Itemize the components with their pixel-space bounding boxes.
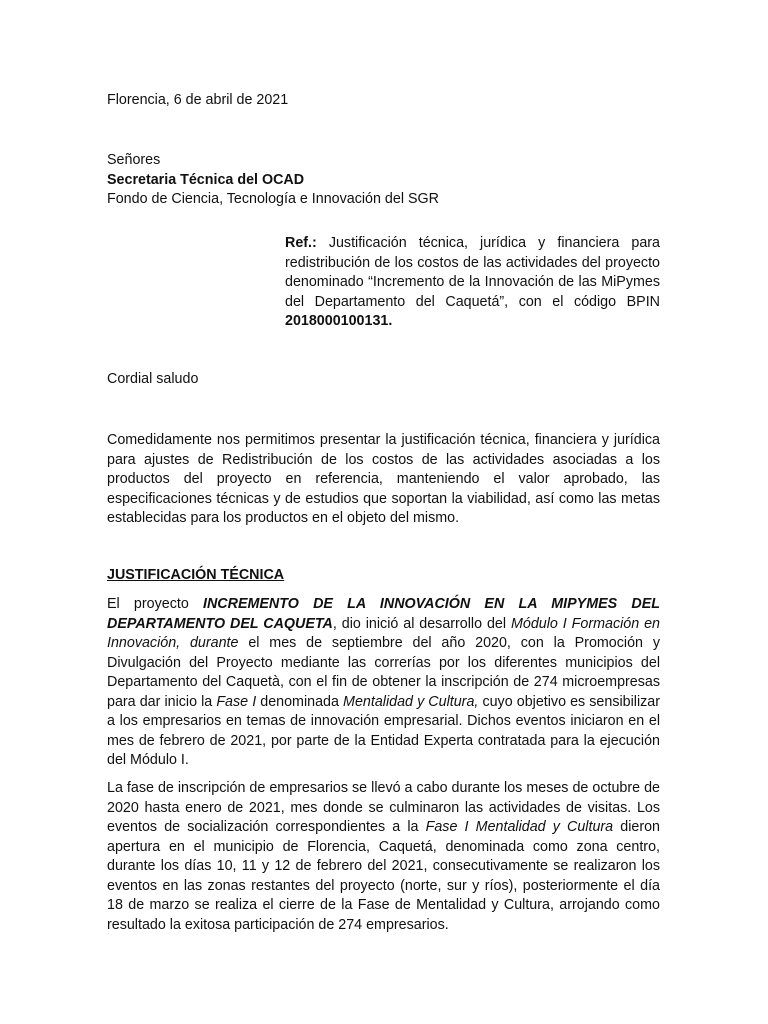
tp-text-4: denominada bbox=[256, 693, 344, 710]
registration-paragraph bbox=[107, 779, 660, 935]
letter-date: Florencia, 6 de abril de 2021 bbox=[107, 92, 289, 108]
section-heading: JUSTIFICACIÓN TÉCNICA bbox=[107, 567, 285, 583]
reference-bpin-code: 2018000100131. bbox=[285, 313, 393, 329]
recipient-organization: Secretaria Técnica del OCAD bbox=[107, 171, 305, 188]
phase-name: Mentalidad y Cultura, bbox=[343, 693, 479, 710]
greeting: Cordial saludo bbox=[107, 371, 199, 387]
module-name: Módulo I Formación en Innovación, durante bbox=[107, 615, 661, 651]
reference-text: Justificación técnica, jurídica y financiera para redistribución de los costos de las actividades del proyecto denominado “Incremento de la Innovación de las MiPymes del Departamento del Caquetá”, con el código BPIN bbox=[285, 235, 660, 310]
recipient-salutation: Señores bbox=[107, 152, 161, 168]
reference-block bbox=[285, 234, 660, 332]
recipient-fund: Fondo de Ciencia, Tecnología e Innovación del SGR bbox=[107, 191, 439, 207]
project-name: INCREMENTO DE LA INNOVACIÓN EN LA MIPYMES DEL DEPARTAMENTO DEL CAQUETA bbox=[107, 596, 660, 632]
rp-phase-name: Fase I Mentalidad y Cultura bbox=[425, 819, 614, 835]
technical-paragraph bbox=[107, 595, 660, 771]
tp-text-1: El proyecto bbox=[107, 596, 203, 612]
phase-label: Fase I bbox=[216, 693, 257, 710]
intro-paragraph: Comedidamente nos permitimos presentar la justificación técnica, financiera y jurídica para ajustes de Redistribución de los costos de las actividades asociadas a los productos del proyecto en referencia, manteniendo el valor aprobado, las especificaciones técnicas y de estudios que soportan la viabilidad, así como las metas establecidas para los productos en el objeto del mismo. bbox=[107, 432, 660, 526]
rp-text-1: La fase de inscripción de empresarios se llevó a cabo durante los meses de octubre de 2020 hasta enero de 2021, mes donde se culminaron las actividades de visitas. Los eventos de socialización correspondientes a la bbox=[107, 780, 660, 835]
rp-text-2: dieron apertura en el municipio de Florencia, Caquetá, denominada como zona centro, durante los días 10, 11 y 12 de febrero del 2021, consecutivamente se realizaron los eventos en las zonas restantes del proyecto (norte, sur y ríos), posteriormente el día 18 de marzo se realiza el cierre de la Fase de Mentalidad y Cultura, arrojando como resultado la exitosa participación de 274 empresarios. bbox=[107, 819, 661, 933]
recipient-block bbox=[107, 151, 660, 210]
reference-label: Ref.: bbox=[285, 235, 317, 251]
tp-text-2: , dio inició al desarrollo del bbox=[332, 615, 511, 632]
tp-text-5: cuyo objetivo es sensibilizar a los empresarios en temas de innovación empresarial. Dichos eventos iniciaron en el mes de febrero de 2021, por parte de la Entidad Experta contratada para la ejecución del Módulo I. bbox=[107, 693, 661, 768]
tp-text-3: el mes de septiembre del año 2020, con la Promoción y Divulgación del Proyecto mediante las correrías por los diferentes municipios del Departamento del Caquetà, con el fin de obtener la inscripción de 274 microempresas para dar inicio la bbox=[107, 635, 660, 710]
